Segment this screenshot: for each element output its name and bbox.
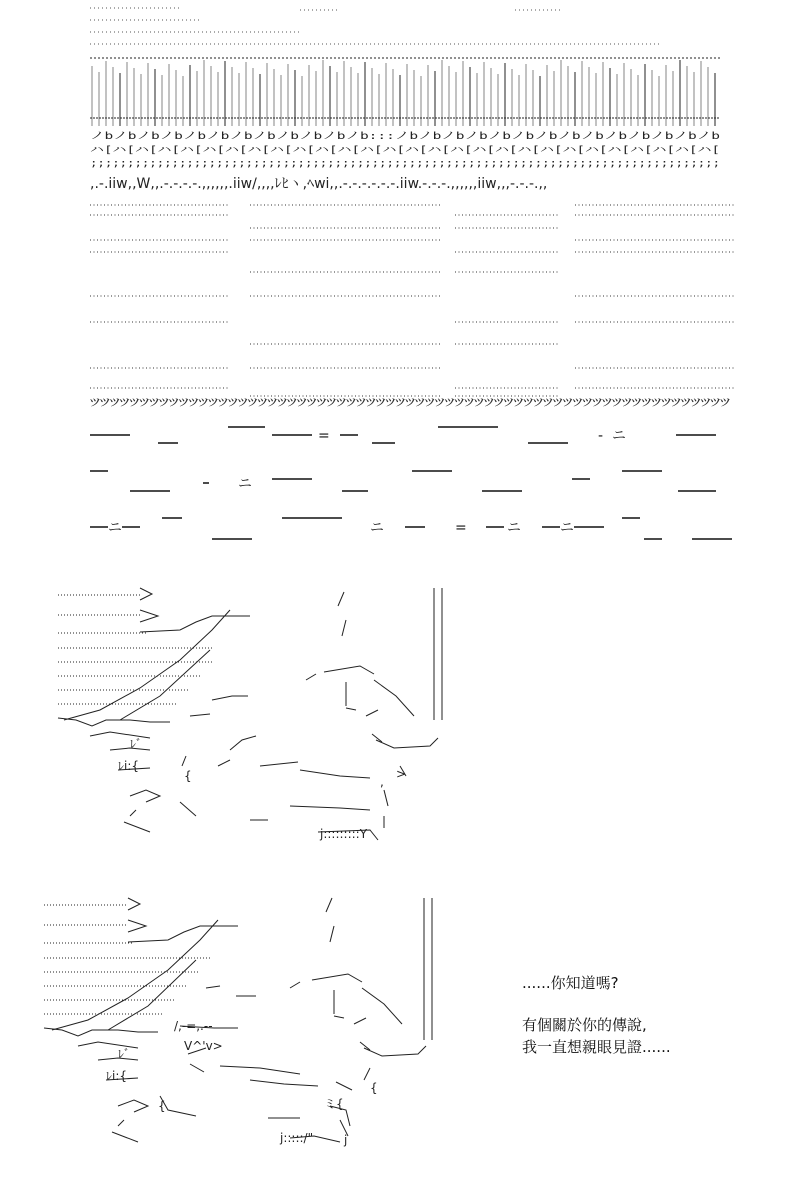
town-ascii-art — [0, 0, 800, 560]
svg-text:ハ[ハ[ハ[ハ[ハ[ハ[ハ[ハ[ハ[ハ[ハ[ハ[ハ[ハ[ハ[: ハ[ハ[ハ[ハ[ハ[ハ[ハ[ハ[ハ[ハ[ハ[ハ[ハ[ハ[ハ[ハ[ハ[ハ[ハ[ハ[ハ[ハ[ハ[ハ[ハ[ハ[ハ[ハ[ — [90, 145, 720, 156]
svg-text:,: , — [380, 775, 384, 789]
svg-text:ﾚi:{: ﾚi:{ — [118, 759, 140, 773]
figures-panel-1 — [0, 570, 800, 870]
figures-ascii-art-1 — [0, 570, 800, 870]
speech-line-2: 有個關於你的傳說, — [522, 1016, 647, 1034]
svg-text:ニ: ニ — [370, 520, 384, 536]
svg-text:{: { — [370, 1081, 378, 1095]
svg-text:j: j — [344, 1133, 348, 1147]
svg-text:ニ: ニ — [238, 476, 252, 492]
svg-text:V^'v>: V^'v> — [184, 1039, 223, 1053]
svg-text:{: { — [158, 1099, 166, 1113]
town-scene-panel — [0, 0, 800, 560]
svg-text:ﾚﾞ: ﾚﾞ — [118, 1047, 131, 1061]
tree-row-text: ,.-.iiw,,W,,.-.-.-.-.,,,,,,.iiw/,,,,ﾚﾋヽ,ﾍwi,,.-.-.-.-.-.-.iiw.-.-.-.,,,,,,iiw,,,-.-.-.,, — [90, 176, 548, 192]
svg-text:=: = — [318, 428, 330, 444]
speech-line-3: 我一直想親眼見證...... — [522, 1038, 671, 1056]
speech-text — [522, 972, 772, 1058]
svg-text:ニ: ニ — [507, 520, 521, 536]
svg-text:ミ{: ミ{ — [324, 1097, 344, 1111]
svg-text:{: { — [184, 769, 192, 783]
svg-text:ノbノbノbノbノbノbノbノbノbノbノbノb:::ノbノ: ノbノbノbノbノbノbノbノbノbノbノbノb:::ノbノbノbノbノbノbノbノbノbノbノbノbノbノb — [90, 131, 720, 142]
svg-text:ニ: ニ — [108, 520, 122, 536]
svg-text:ニ: ニ — [560, 520, 574, 536]
svg-text:-: - — [598, 428, 604, 444]
svg-text:j:::::::::Y: j:::::::::Y — [320, 827, 368, 841]
svg-text:ﾚi:{: ﾚi:{ — [106, 1069, 128, 1083]
figures-panel-2 — [0, 880, 800, 1180]
speech-line-1: ......你知道嗎? — [522, 974, 619, 992]
svg-text:ﾂﾂﾂﾂﾂﾂﾂﾂﾂﾂﾂﾂﾂﾂﾂﾂﾂﾂﾂﾂﾂﾂﾂﾂﾂﾂﾂﾂﾂﾂ: ﾂﾂﾂﾂﾂﾂﾂﾂﾂﾂﾂﾂﾂﾂﾂﾂﾂﾂﾂﾂﾂﾂﾂﾂﾂﾂﾂﾂﾂﾂﾂﾂﾂﾂﾂﾂﾂﾂﾂﾂﾂﾂﾂﾂﾂﾂﾂﾂﾂﾂﾂﾂﾂﾂﾂﾂﾂﾂﾂﾂﾂﾂﾂﾂﾂ — [90, 396, 731, 409]
svg-text:ﾚﾞ: ﾚﾞ — [130, 737, 143, 751]
svg-text:/,-=,.--: /,-=,.-- — [174, 1019, 213, 1033]
svg-text:=: = — [455, 520, 467, 536]
svg-text:j:::::/": j:::::/" — [280, 1131, 314, 1145]
svg-text:;;;;;;;;;;;;;;;;;;;;;;;;;;;;;;: ;;;;;;;;;;;;;;;;;;;;;;;;;;;;;;;;;;;;;;;;;;;;;;;;;;;;;;;;;;;;;;;;;;;;;;;;;;;;;;;;;;;;; — [90, 158, 720, 169]
svg-text:ニ: ニ — [612, 428, 626, 444]
svg-text:>: > — [396, 767, 407, 781]
